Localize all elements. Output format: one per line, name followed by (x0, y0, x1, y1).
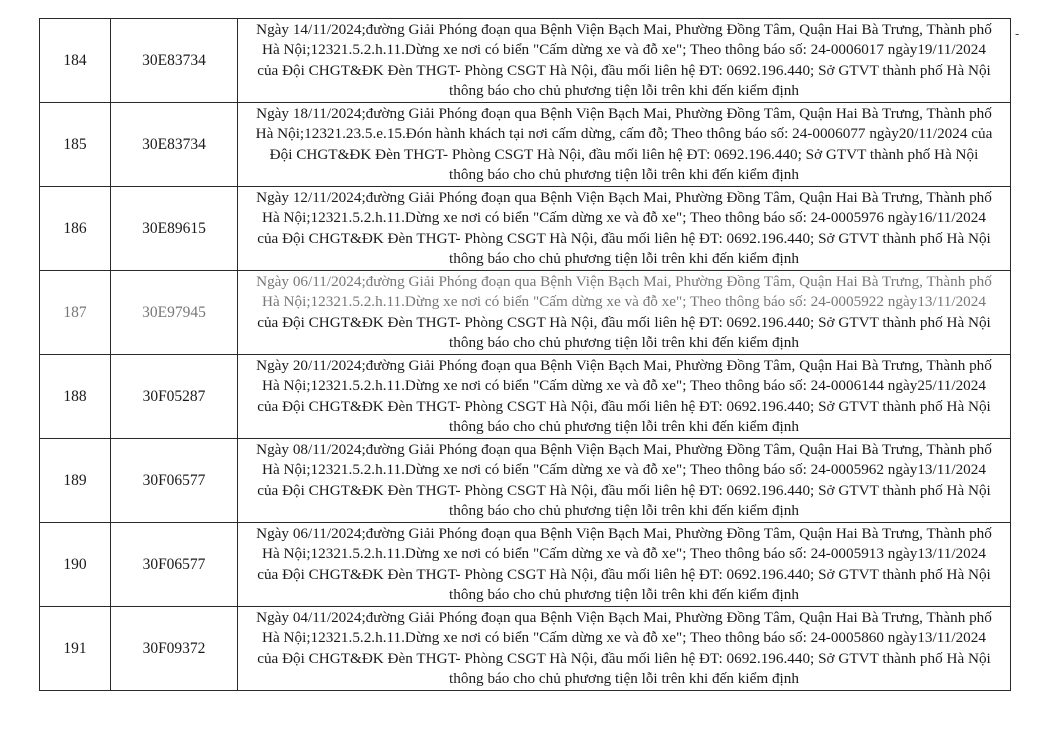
content-line: của Đội CHGT&ĐK Đèn THGT- Phòng CSGT Hà Nội, đầu mối liên hệ ĐT: 0692.196.440; Sở GTVT thành phố Hà Nội (257, 397, 991, 415)
content-line: Ngày 06/11/2024;đường Giải Phóng đoạn qua Bệnh Viện Bạch Mai, Phường Đồng Tâm, Quận Hai Bà Trưng, Thành phố (256, 272, 992, 290)
content-line: Hà Nội;12321.5.2.h.11.Dừng xe nơi có biển "Cấm dừng xe và đỗ xe"; Theo thông báo số: 24-0005860 ngày13/11/2024 (262, 629, 986, 646)
content-line: Ngày 08/11/2024;đường Giải Phóng đoạn qua Bệnh Viện Bạch Mai, Phường Đồng Tâm, Quận Hai Bà Trưng, Thành phố (256, 440, 992, 458)
content-line: thông báo cho chủ phương tiện lỗi trên khi đến kiểm định (449, 670, 799, 687)
violation-content (238, 187, 1011, 271)
table-row (40, 439, 1011, 523)
license-plate: 30F09372 (111, 607, 238, 691)
content-line: Ngày 06/11/2024;đường Giải Phóng đoạn qua Bệnh Viện Bạch Mai, Phường Đồng Tâm, Quận Hai Bà Trưng, Thành phố (256, 524, 992, 542)
row-number: 190 (40, 523, 111, 607)
violation-content (238, 19, 1011, 103)
license-plate: 30F06577 (111, 523, 238, 607)
row-number: 186 (40, 187, 111, 271)
content-line: của Đội CHGT&ĐK Đèn THGT- Phòng CSGT Hà Nội, đầu mối liên hệ ĐT: 0692.196.440; Sở GTVT thành phố Hà Nội (257, 61, 991, 79)
table-row (40, 355, 1011, 439)
table-row (40, 523, 1011, 607)
row-number: 188 (40, 355, 111, 439)
content-line: thông báo cho chủ phương tiện lỗi trên khi đến kiểm định (449, 250, 799, 267)
content-line: của Đội CHGT&ĐK Đèn THGT- Phòng CSGT Hà Nội, đầu mối liên hệ ĐT: 0692.196.440; Sở GTVT thành phố Hà Nội (257, 565, 991, 583)
row-number: 185 (40, 103, 111, 187)
violation-content (238, 355, 1011, 439)
content-line: của Đội CHGT&ĐK Đèn THGT- Phòng CSGT Hà Nội, đầu mối liên hệ ĐT: 0692.196.440; Sở GTVT thành phố Hà Nội (257, 649, 991, 667)
table-row (40, 19, 1011, 103)
license-plate: 30E89615 (111, 187, 238, 271)
violation-content (238, 607, 1011, 691)
row-number: 184 (40, 19, 111, 103)
content-line: thông báo cho chủ phương tiện lỗi trên khi đến kiểm định (449, 166, 799, 183)
table-row (40, 607, 1011, 691)
content-line: Ngày 04/11/2024;đường Giải Phóng đoạn qua Bệnh Viện Bạch Mai, Phường Đồng Tâm, Quận Hai Bà Trưng, Thành phố (256, 608, 992, 626)
content-line: thông báo cho chủ phương tiện lỗi trên khi đến kiểm định (449, 418, 799, 435)
table-row (40, 103, 1011, 187)
license-plate: 30F05287 (111, 355, 238, 439)
violations-table-body (40, 19, 1011, 691)
content-line: Hà Nội;12321.5.2.h.11.Dừng xe nơi có biển "Cấm dừng xe và đỗ xe"; Theo thông báo số: 24-0006017 ngày19/11/2024 (262, 41, 986, 58)
content-line: Hà Nội;12321.5.2.h.11.Dừng xe nơi có biển "Cấm dừng xe và đỗ xe"; Theo thông báo số: 24-0005913 ngày13/11/2024 (262, 545, 986, 562)
content-line: thông báo cho chủ phương tiện lỗi trên khi đến kiểm định (449, 82, 799, 99)
content-line: thông báo cho chủ phương tiện lỗi trên khi đến kiểm định (449, 502, 799, 519)
content-line: Đội CHGT&ĐK Đèn THGT- Phòng CSGT Hà Nội, đầu mối liên hệ ĐT: 0692.196.440; Sở GTVT thành phố Hà Nội (269, 145, 979, 163)
table-row (40, 187, 1011, 271)
content-line: Hà Nội;12321.5.2.h.11.Dừng xe nơi có biển "Cấm dừng xe và đỗ xe"; Theo thông báo số: 24-0005922 ngày13/11/2024 (262, 293, 986, 310)
content-line: thông báo cho chủ phương tiện lỗi trên khi đến kiểm định (449, 586, 799, 603)
content-line: của Đội CHGT&ĐK Đèn THGT- Phòng CSGT Hà Nội, đầu mối liên hệ ĐT: 0692.196.440; Sở GTVT thành phố Hà Nội (257, 481, 991, 499)
content-line: Ngày 14/11/2024;đường Giải Phóng đoạn qua Bệnh Viện Bạch Mai, Phường Đồng Tâm, Quận Hai Bà Trưng, Thành phố (256, 20, 992, 38)
content-line: Ngày 20/11/2024;đường Giải Phóng đoạn qua Bệnh Viện Bạch Mai, Phường Đồng Tâm, Quận Hai Bà Trưng, Thành phố (256, 356, 992, 374)
violations-table (39, 18, 1011, 691)
content-line: thông báo cho chủ phương tiện lỗi trên khi đến kiểm định (449, 334, 799, 351)
table-row (40, 271, 1011, 355)
content-line: Hà Nội;12321.23.5.e.15.Đón hành khách tại nơi cấm dừng, cấm đỗ; Theo thông báo số: 24-0006077 ngày20/11/2024 của (255, 125, 993, 142)
content-line: Hà Nội;12321.5.2.h.11.Dừng xe nơi có biển "Cấm dừng xe và đỗ xe"; Theo thông báo số: 24-0005976 ngày16/11/2024 (262, 209, 986, 226)
row-number: 187 (40, 271, 111, 355)
content-line: Ngày 18/11/2024;đường Giải Phóng đoạn qua Bệnh Viện Bạch Mai, Phường Đồng Tâm, Quận Hai Bà Trưng, Thành phố (256, 104, 992, 122)
content-line: Ngày 12/11/2024;đường Giải Phóng đoạn qua Bệnh Viện Bạch Mai, Phường Đồng Tâm, Quận Hai Bà Trưng, Thành phố (256, 188, 992, 206)
violation-content (238, 103, 1011, 187)
license-plate: 30F06577 (111, 439, 238, 523)
license-plate: 30E97945 (111, 271, 238, 355)
content-line: Hà Nội;12321.5.2.h.11.Dừng xe nơi có biển "Cấm dừng xe và đỗ xe"; Theo thông báo số: 24-0006144 ngày25/11/2024 (262, 377, 986, 394)
license-plate: 30E83734 (111, 103, 238, 187)
row-number: 191 (40, 607, 111, 691)
row-number: 189 (40, 439, 111, 523)
violation-content (238, 271, 1011, 355)
violation-content (238, 523, 1011, 607)
license-plate: 30E83734 (111, 19, 238, 103)
content-line: của Đội CHGT&ĐK Đèn THGT- Phòng CSGT Hà Nội, đầu mối liên hệ ĐT: 0692.196.440; Sở GTVT thành phố Hà Nội (257, 229, 991, 247)
violation-content (238, 439, 1011, 523)
margin-mark: - (1015, 26, 1020, 41)
content-line: Hà Nội;12321.5.2.h.11.Dừng xe nơi có biển "Cấm dừng xe và đỗ xe"; Theo thông báo số: 24-0005962 ngày13/11/2024 (262, 461, 986, 478)
content-line: của Đội CHGT&ĐK Đèn THGT- Phòng CSGT Hà Nội, đầu mối liên hệ ĐT: 0692.196.440; Sở GTVT thành phố Hà Nội (257, 313, 991, 331)
